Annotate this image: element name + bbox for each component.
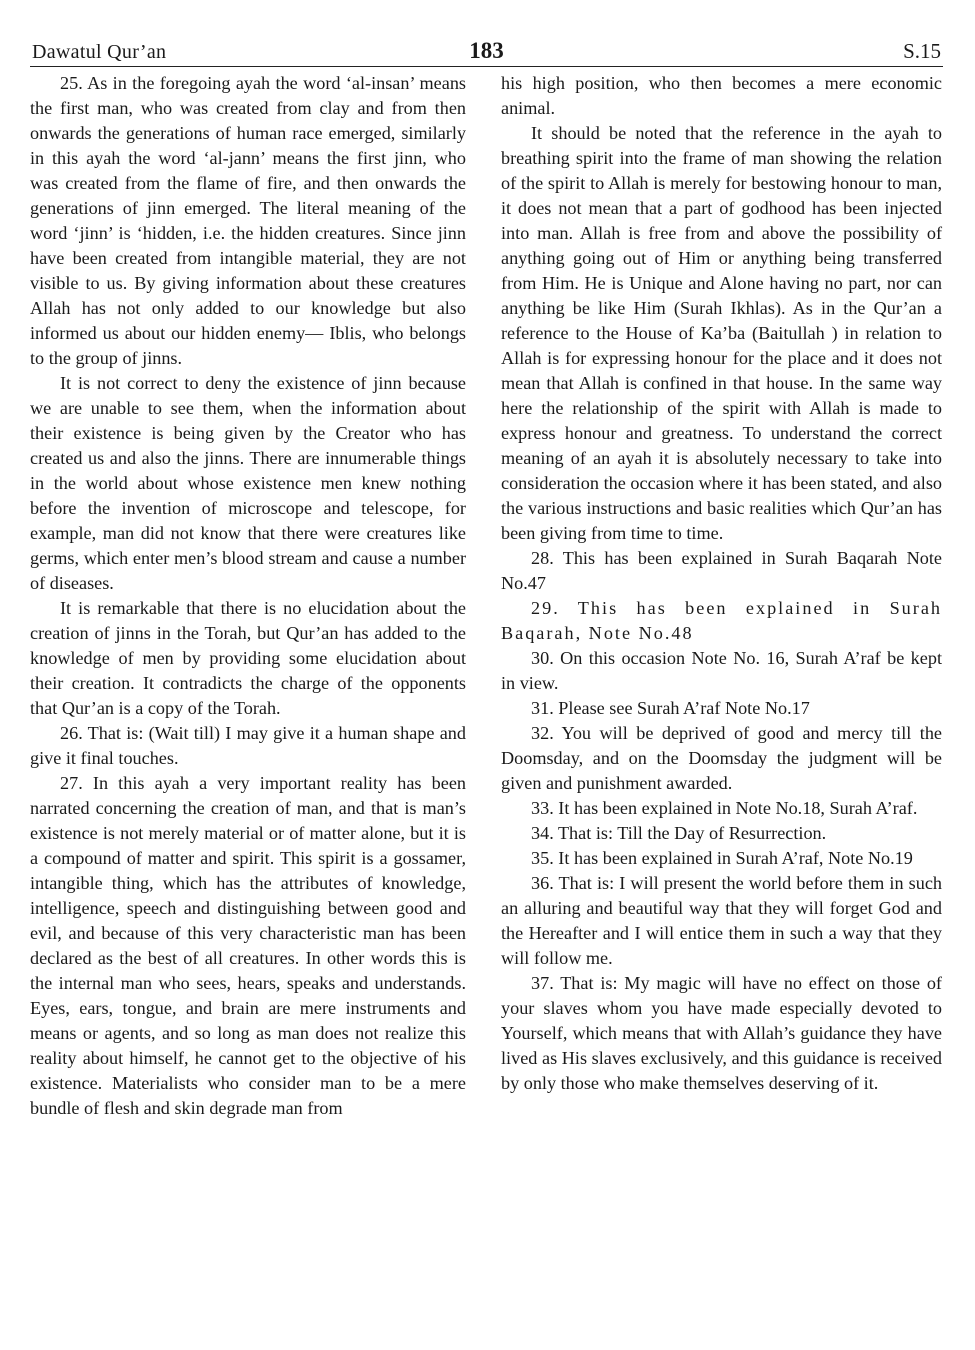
- note-25: 25. As in the foregoing ayah the word ‘al-insan’ means the first man, who was created from clay and from then onwards the generations of human race emerged, similarly in this ayah the word ‘al-jann’ means the first jinn, who was created from the flame of fire, and then onwards the generations of jinn emerged. The literal meaning of the word ‘jinn’ is ‘hidden, i.e. the hidden creatures. Since jinn have been created from intangible material, they are not visible to us. By giving information about these creatures Allah has not only added to our knowledge but also informed us about our hidden enemy— Iblis, who belongs to the group of jinns.: [30, 73, 466, 368]
- note-29: 29. This has been explained in Surah Baqarah, Note No.48: [501, 598, 942, 643]
- note-35: 35. It has been explained in Surah A’raf, Note No.19: [531, 848, 913, 868]
- note-27-continued: his high position, who then becomes a mere economic animal.: [501, 73, 942, 118]
- book-title: Dawatul Qur’an: [32, 41, 167, 63]
- header-rule: [30, 66, 943, 67]
- note-26: 26. That is: (Wait till) I may give it a human shape and give it final touches.: [30, 723, 466, 768]
- note-33: 33. It has been explained in Note No.18, Surah A’raf.: [531, 798, 918, 818]
- note-30: 30. On this occasion Note No. 16, Surah A’raf be kept in view.: [501, 648, 942, 693]
- page-number: 183: [469, 38, 504, 63]
- note-34: 34. That is: Till the Day of Resurrection.: [531, 823, 827, 843]
- right-column: [501, 71, 942, 1096]
- note-28: 28. This has been explained in Surah Baqarah Note No.47: [501, 548, 942, 593]
- note-27: 27. In this ayah a very important reality has been narrated concerning the creation of man, and that is man’s existence is not merely material or of matter alone, but it is a compound of matter and spirit. This spirit is a gossamer, intangible thing, which has the attributes of knowledge, intelligence, speech and distinguishing between good and evil, and because of this very characteristic man has been declared as the best of all creatures. In other words this is the internal man who sees, hears, speaks and understands. Eyes, ears, tongue, and brain are mere instruments and means or agents, and so long as man does not realize this reality about himself, he cannot get to the objective of his existence. Materialists who consider man to be a mere bundle of flesh and skin degrade man from: [30, 773, 466, 1118]
- note-27-paragraph-2: It should be noted that the reference in the ayah to breathing spirit into the frame of man showing the relation of the spirit to Allah is merely for bestowing honour to man, it does not mean that a part of godhood has been injected into man. Allah is free from and above the possibility of anything going out of Him or anything being transferred from Him. He is Unique and Alone having no part, nor can anything be like Him (Surah Ikhlas). As in the Qur’an a reference to the House of Ka’ba (Baitullah ) in relation to Allah is for expressing honour for the place and it does not mean that Allah is confined in that house. In the same way here the relationship of the spirit with Allah is made to express honour and greatness. To understand the correct meaning of an ayah it is absolutely necessary to take into consideration the occasion where it has been stated, and also the various instructions and basic realities which Qur’an has been giving from time to time.: [501, 123, 942, 543]
- surah-label: S.15: [903, 39, 941, 63]
- left-column: [30, 71, 466, 1121]
- note-37: 37. That is: My magic will have no effect on those of your slaves whom you have made especially devoted to Yourself, which means that with Allah’s guidance they have lived as His slaves exclusively, and this guidance is received by only those who make themselves deserving of it.: [501, 973, 942, 1093]
- note-32: 32. You will be deprived of good and mercy till the Doomsday, and on the Doomsday the judgment will be given and punishment awarded.: [501, 723, 942, 793]
- note-25-paragraph-3: It is remarkable that there is no elucidation about the creation of jinns in the Torah, but Qur’an has added to the knowledge of men by providing some elucidation about their creation. It contradicts the charge of the opponents that Qur’an is a copy of the Torah.: [30, 598, 466, 718]
- note-31: 31. Please see Surah A’raf Note No.17: [531, 698, 810, 718]
- note-25-paragraph-2: It is not correct to deny the existence of jinn because we are unable to see them, when the information about their existence is being given by the Creator who has created us and also the jinns. There are innumerable things in the world about whose existence men knew nothing before the invention of microscope and telescope, for example, man did not know that there were creatures like germs, which enter men’s blood stream and cause a number of diseases.: [30, 373, 466, 593]
- note-36: 36. That is: I will present the world before them in such an alluring and beautiful way that they will forget God and the Hereafter and I will entice them in such a way that they will follow me.: [501, 873, 942, 968]
- page-header: [30, 38, 943, 66]
